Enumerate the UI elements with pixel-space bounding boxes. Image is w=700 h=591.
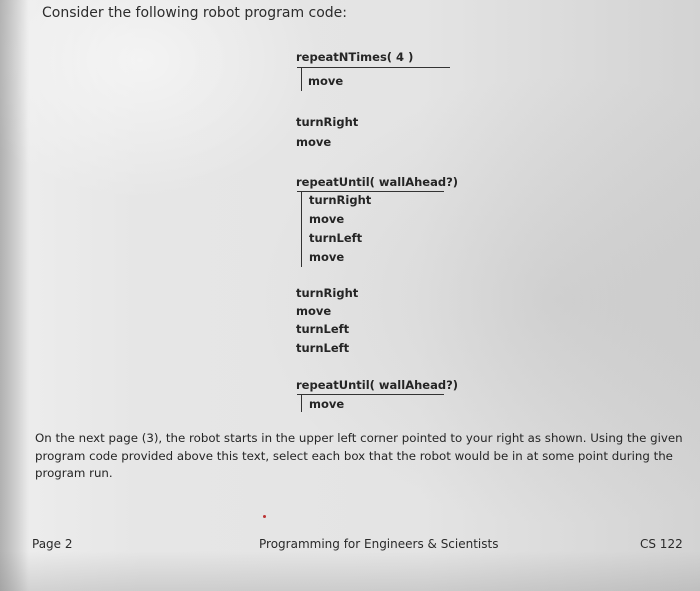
page-shadow-bottom [0,551,700,591]
block2-header-line [297,191,444,192]
block1-body-line-1: move [308,74,344,88]
footer-page-number: Page 2 [32,537,73,551]
block2-body-line-3: turnLeft [309,231,363,245]
standalone1-line-2: move [296,135,332,149]
standalone2-line-3: turnLeft [296,322,350,336]
block3-header-line [297,394,444,395]
block3-bracket-line [301,394,302,412]
block1-header-line [297,67,450,68]
block2-body-line-4: move [309,250,345,264]
standalone1-line-1: turnRight [296,115,359,129]
page-shadow-left [0,0,28,591]
block1-bracket-line [301,67,302,91]
question-heading: Consider the following robot program code: [42,5,348,21]
block1-header: repeatNTimes( 4 ) [296,50,414,64]
ink-speck [263,515,266,518]
block2-header: repeatUntil( wallAhead?) [296,175,458,189]
standalone2-line-1: turnRight [296,286,359,300]
footer-course-title: Programming for Engineers & Scientists [259,537,499,551]
block2-bracket-line [301,191,302,267]
block3-body-line-1: move [309,397,345,411]
block2-body-line-2: move [309,212,345,226]
instructions-paragraph: On the next page (3), the robot starts in the upper left corner pointed to your right as shown. Using the given program code provided above this text, select each box that the robot would be in at some point during the program run. [35,431,683,480]
block3-header: repeatUntil( wallAhead?) [296,378,458,392]
standalone2-line-2: move [296,304,332,318]
footer-course-code: CS 122 [640,537,683,551]
standalone2-line-4: turnLeft [296,341,350,355]
block2-body-line-1: turnRight [309,193,372,207]
